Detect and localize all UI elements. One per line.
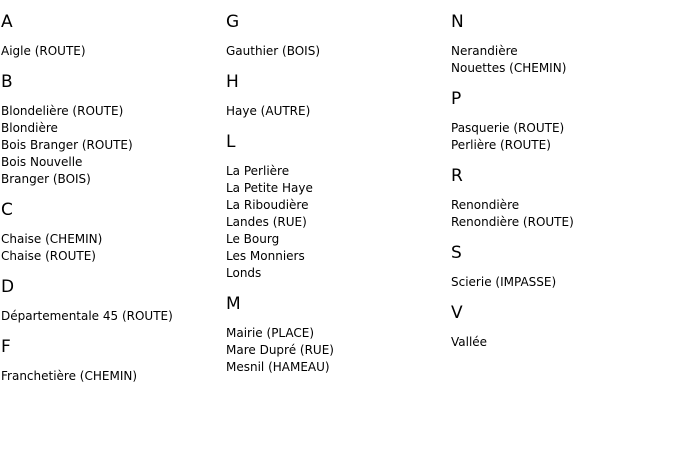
street-item[interactable]: Nerandière bbox=[451, 44, 518, 58]
letter-group bbox=[451, 77, 574, 154]
street-list bbox=[1, 43, 173, 60]
street-item[interactable]: Nouettes (CHEMIN) bbox=[451, 61, 567, 75]
street-item[interactable]: Gauthier (BOIS) bbox=[226, 44, 321, 58]
street-item[interactable]: Bois Nouvelle bbox=[1, 155, 83, 169]
street-item[interactable]: Bois Branger (ROUTE) bbox=[1, 138, 133, 152]
street-list bbox=[451, 197, 574, 231]
street-item[interactable]: Perlière (ROUTE) bbox=[451, 138, 551, 152]
letter-group bbox=[1, 325, 173, 385]
letter-group bbox=[226, 120, 334, 282]
street-item[interactable]: Le Bourg bbox=[226, 232, 280, 246]
letter-group bbox=[1, 0, 173, 60]
street-item[interactable]: Mairie (PLACE) bbox=[226, 326, 315, 340]
letter-heading: D bbox=[1, 277, 15, 297]
letter-heading: V bbox=[451, 303, 463, 323]
street-item[interactable]: Branger (BOIS) bbox=[1, 172, 91, 186]
street-list bbox=[451, 120, 574, 154]
letter-heading: L bbox=[226, 132, 236, 152]
street-list bbox=[451, 43, 574, 77]
street-list bbox=[226, 43, 334, 60]
index-column-2 bbox=[226, 0, 334, 376]
letter-heading: P bbox=[451, 89, 462, 109]
street-list bbox=[451, 334, 574, 351]
letter-group bbox=[226, 282, 334, 376]
letter-group bbox=[451, 154, 574, 231]
letter-heading: H bbox=[226, 72, 239, 92]
street-list bbox=[1, 368, 173, 385]
letter-group bbox=[226, 0, 334, 60]
letter-group bbox=[451, 231, 574, 291]
street-item[interactable]: Renondière bbox=[451, 198, 520, 212]
street-item[interactable]: Vallée bbox=[451, 335, 488, 349]
letter-group bbox=[226, 60, 334, 120]
letter-heading: B bbox=[1, 72, 13, 92]
letter-heading: S bbox=[451, 243, 462, 263]
index-column-3 bbox=[451, 0, 574, 351]
letter-heading: C bbox=[1, 200, 13, 220]
street-list bbox=[1, 103, 173, 188]
letter-group bbox=[1, 188, 173, 265]
index-column-1 bbox=[1, 0, 173, 385]
street-item[interactable]: Haye (AUTRE) bbox=[226, 104, 311, 118]
street-list bbox=[451, 274, 574, 291]
street-item[interactable]: Landes (RUE) bbox=[226, 215, 307, 229]
street-item[interactable]: Franchetière (CHEMIN) bbox=[1, 369, 138, 383]
street-item[interactable]: La Petite Haye bbox=[226, 181, 313, 195]
street-item[interactable]: Blondelière (ROUTE) bbox=[1, 104, 124, 118]
street-item[interactable]: La Riboudière bbox=[226, 198, 309, 212]
street-list bbox=[1, 231, 173, 265]
street-item[interactable]: Mesnil (HAMEAU) bbox=[226, 360, 330, 374]
letter-group bbox=[1, 60, 173, 188]
street-item[interactable]: Blondière bbox=[1, 121, 58, 135]
street-item[interactable]: Les Monniers bbox=[226, 249, 305, 263]
letter-heading: A bbox=[1, 12, 13, 32]
street-list bbox=[1, 308, 173, 325]
street-item[interactable]: La Perlière bbox=[226, 164, 290, 178]
street-item[interactable]: Pasquerie (ROUTE) bbox=[451, 121, 565, 135]
letter-heading: R bbox=[451, 166, 463, 186]
street-item[interactable]: Aigle (ROUTE) bbox=[1, 44, 86, 58]
street-list bbox=[226, 163, 334, 282]
street-item[interactable]: Mare Dupré (RUE) bbox=[226, 343, 334, 357]
letter-group bbox=[1, 265, 173, 325]
letter-heading: F bbox=[1, 337, 11, 357]
street-item[interactable]: Départementale 45 (ROUTE) bbox=[1, 309, 173, 323]
street-item[interactable]: Renondière (ROUTE) bbox=[451, 215, 574, 229]
letter-group bbox=[451, 0, 574, 77]
street-item[interactable]: Londs bbox=[226, 266, 262, 280]
street-item[interactable]: Chaise (ROUTE) bbox=[1, 249, 96, 263]
letter-heading: G bbox=[226, 12, 240, 32]
letter-group bbox=[451, 291, 574, 351]
letter-heading: M bbox=[226, 294, 241, 314]
street-list bbox=[226, 103, 334, 120]
street-list bbox=[226, 325, 334, 376]
letter-heading: N bbox=[451, 12, 464, 32]
street-item[interactable]: Scierie (IMPASSE) bbox=[451, 275, 557, 289]
street-item[interactable]: Chaise (CHEMIN) bbox=[1, 232, 103, 246]
